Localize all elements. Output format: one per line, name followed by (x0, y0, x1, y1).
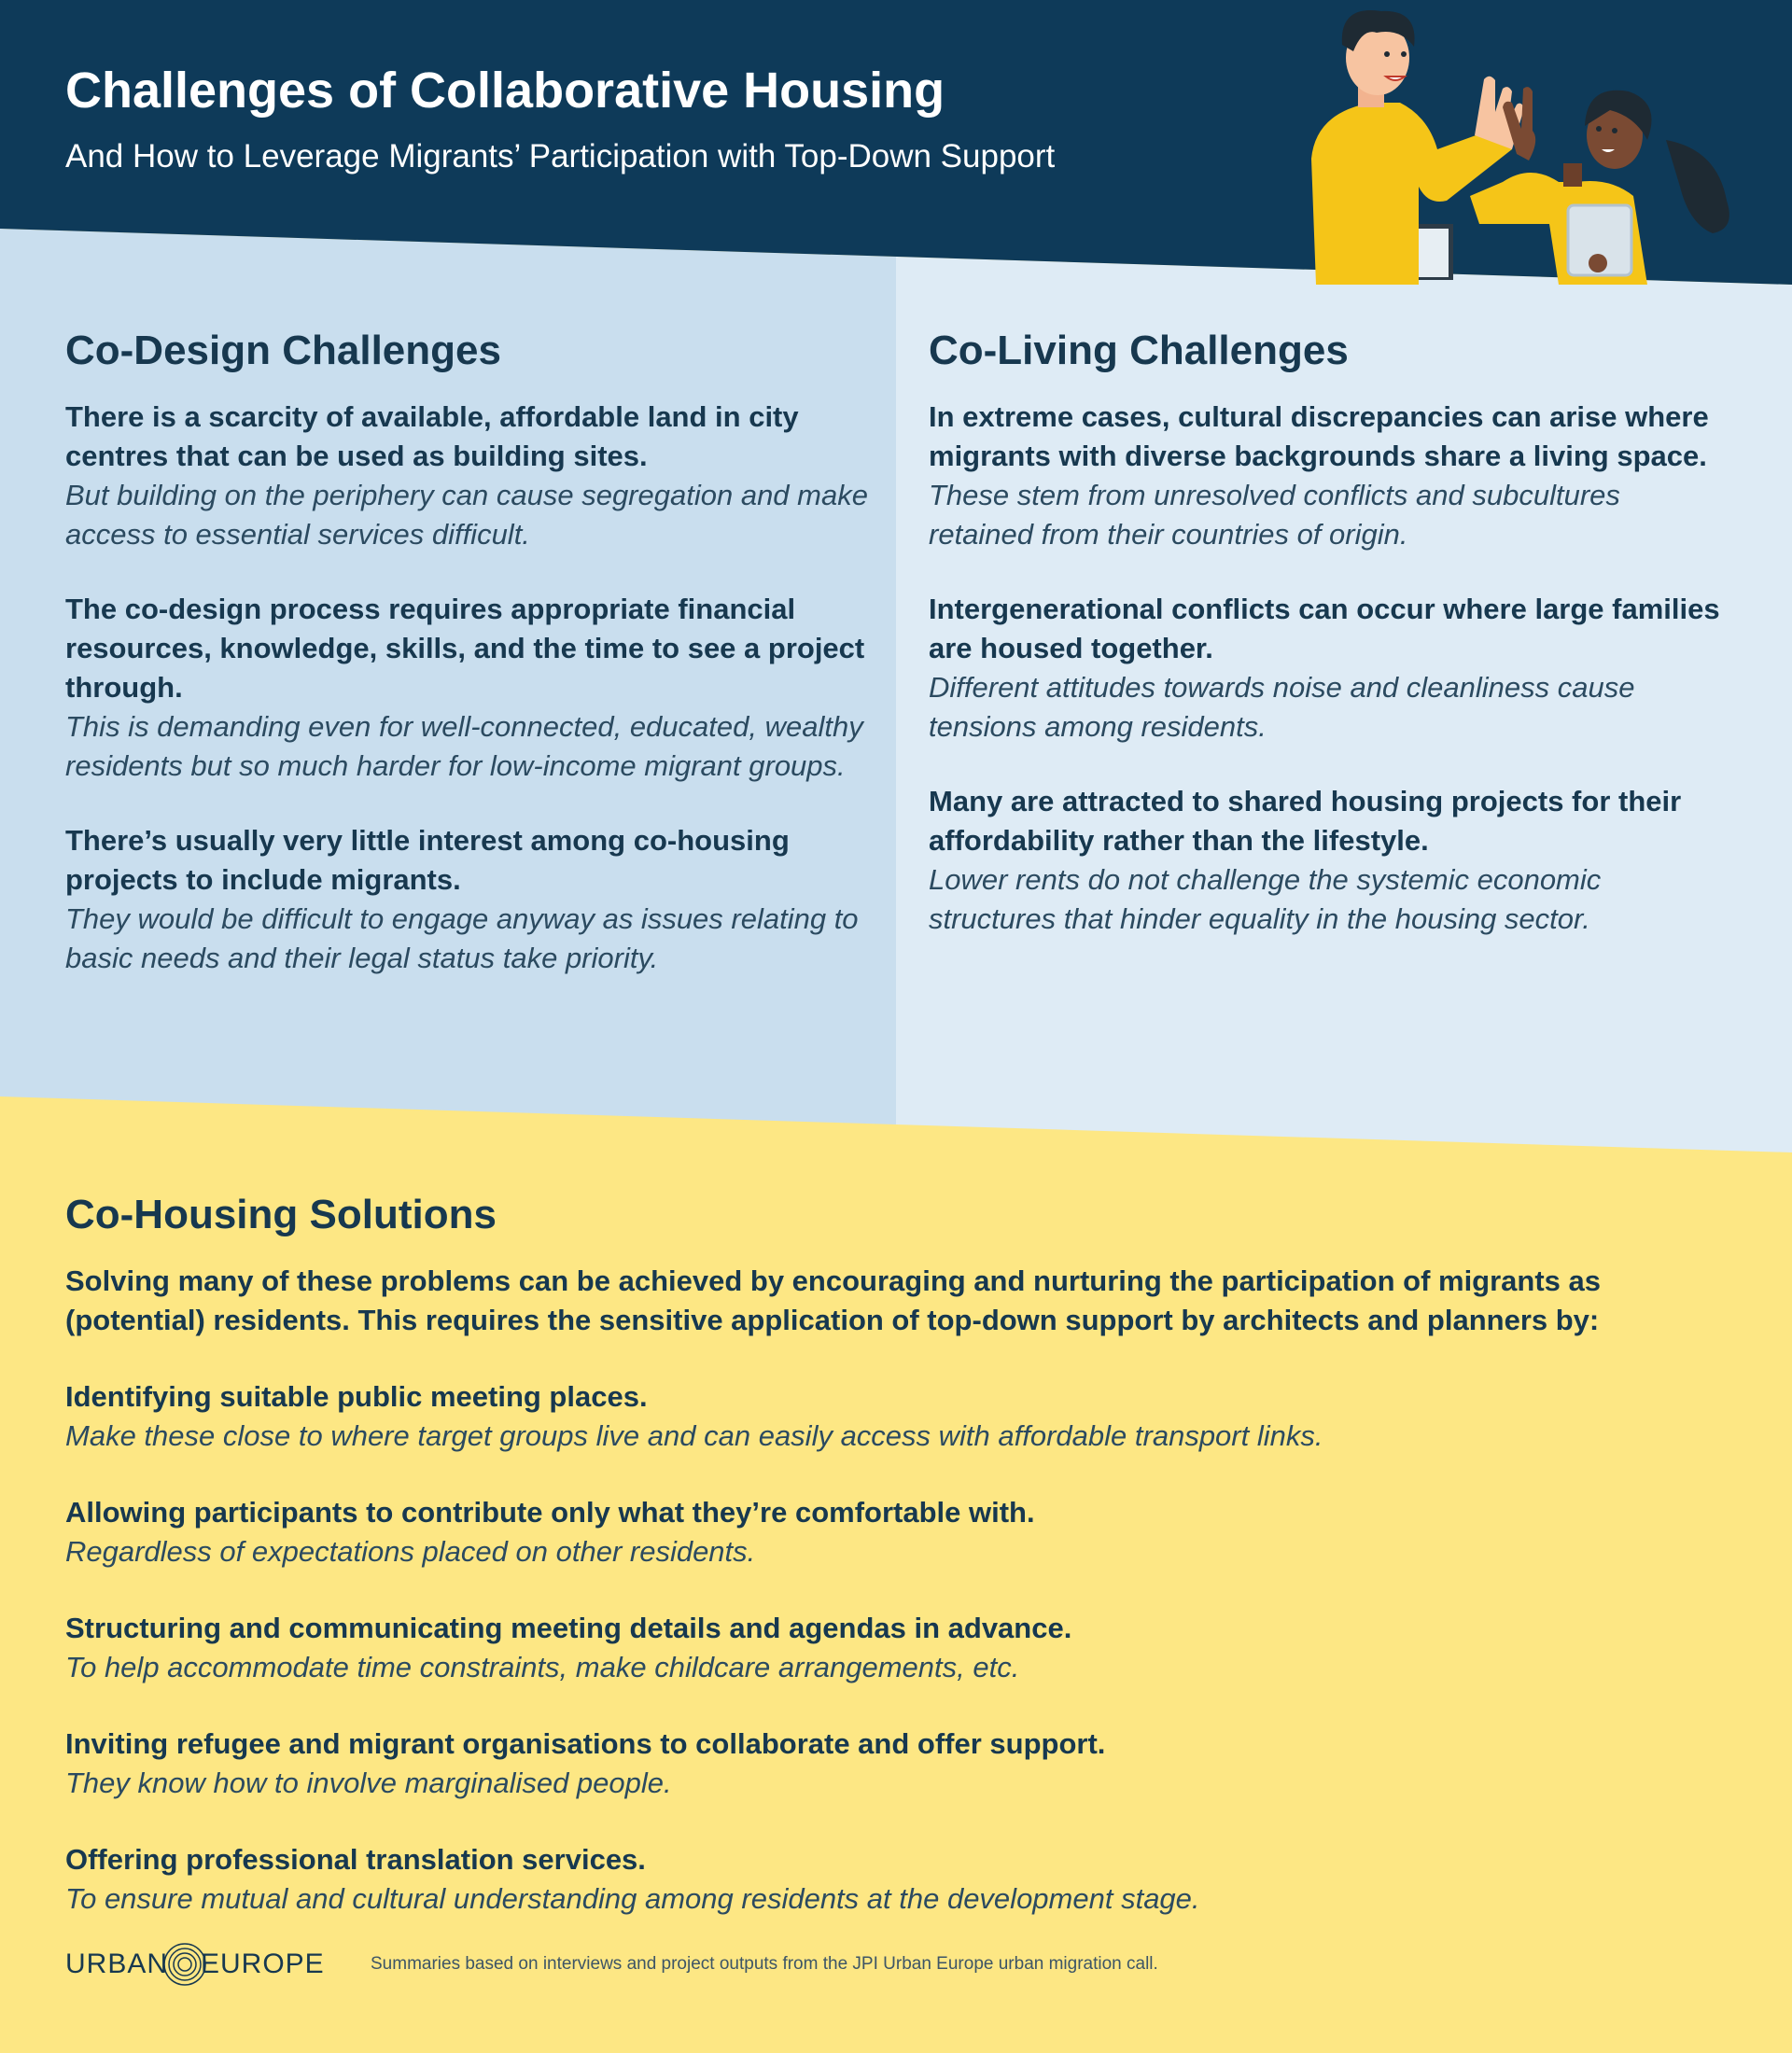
man-figure-icon (1311, 10, 1524, 285)
solutions-intro: Solving many of these problems can be achieved by encouraging and nurturing the participation of migrants as (potential) residents. This requires the sensitive application of top-down support by architects and planners by: (65, 1264, 1602, 1337)
page-subtitle: And How to Leverage Migrants’ Participation with Top-Down Support (65, 138, 1056, 175)
solutions-section (65, 1193, 1736, 1956)
coliving-heading: Co-Living Challenges (929, 328, 1349, 373)
coliving-item-title: In extreme cases, cultural discrepancies can arise where migrants with diverse backgrounds share a living space. (929, 400, 1709, 473)
solution-item-title: Identifying suitable public meeting places. (65, 1380, 648, 1414)
high-five-illustration-icon (1288, 0, 1755, 285)
solution-item-detail: To help accommodate time constraints, make childcare arrangements, etc. (65, 1651, 1020, 1684)
solution-item-detail: To ensure mutual and cultural understanding among residents at the development stage. (65, 1882, 1200, 1916)
solution-item-detail: Make these close to where target groups live and can easily access with affordable transport links. (65, 1419, 1323, 1453)
coliving-item-title: Many are attracted to shared housing projects for their affordability rather than the lifestyle. (929, 785, 1682, 858)
codesign-section (65, 328, 868, 1013)
solution-item-title: Allowing participants to contribute only what they’re comfortable with. (65, 1496, 1035, 1529)
logo-text-urban: URBAN (65, 1948, 169, 1979)
solution-item-detail: They know how to involve marginalised people. (65, 1767, 672, 1800)
coliving-item (929, 590, 1731, 747)
solution-item (65, 1840, 1736, 1919)
codesign-item-title: There is a scarcity of available, affordable land in city centres that can be used as building sites. (65, 400, 799, 473)
codesign-item-title: The co-design process requires appropriate financial resources, knowledge, skills, and the time to see a project through. (65, 593, 865, 705)
solution-item-detail: Regardless of expectations placed on other residents. (65, 1535, 756, 1569)
coliving-section (929, 328, 1731, 974)
solution-item-title: Inviting refugee and migrant organisations to collaborate and offer support. (65, 1727, 1106, 1761)
urban-europe-logo-icon (65, 1941, 336, 1988)
coliving-item (929, 398, 1731, 554)
solution-item (65, 1377, 1736, 1456)
codesign-heading: Co-Design Challenges (65, 328, 501, 373)
logo-text-europe: EUROPE (201, 1948, 325, 1979)
solution-item-title: Structuring and communicating meeting details and agendas in advance. (65, 1612, 1072, 1645)
solution-item-title: Offering professional translation services. (65, 1843, 646, 1877)
codesign-item-title: There’s usually very little interest among co-housing projects to include migrants. (65, 824, 790, 897)
coliving-item-title: Intergenerational conflicts can occur where large families are housed together. (929, 593, 1720, 665)
coliving-item-detail: These stem from unresolved conflicts and subcultures retained from their countries of origin. (929, 479, 1620, 552)
solution-item (65, 1493, 1736, 1571)
codesign-item-detail: But building on the periphery can cause segregation and make access to essential services difficult. (65, 479, 868, 552)
solution-item (65, 1725, 1736, 1803)
coliving-item-detail: Lower rents do not challenge the systemic economic structures that hinder equality in the housing sector. (929, 863, 1602, 936)
solution-item (65, 1609, 1736, 1687)
coliving-item (929, 782, 1731, 939)
footer-note: Summaries based on interviews and project outputs from the JPI Urban Europe urban migration call. (371, 1954, 1158, 1974)
woman-figure-icon (1470, 87, 1729, 285)
codesign-item (65, 821, 868, 978)
codesign-item (65, 590, 868, 786)
coliving-item-detail: Different attitudes towards noise and cleanliness cause tensions among residents. (929, 671, 1635, 744)
footer (65, 1941, 1736, 1988)
page-title: Challenges of Collaborative Housing (65, 63, 945, 119)
codesign-item-detail: This is demanding even for well-connected, educated, wealthy residents but so much harder for low-income migrant groups. (65, 710, 863, 783)
codesign-item-detail: They would be difficult to engage anyway as issues relating to basic needs and their legal status take priority. (65, 902, 859, 975)
solutions-heading: Co-Housing Solutions (65, 1192, 497, 1237)
codesign-item (65, 398, 868, 554)
